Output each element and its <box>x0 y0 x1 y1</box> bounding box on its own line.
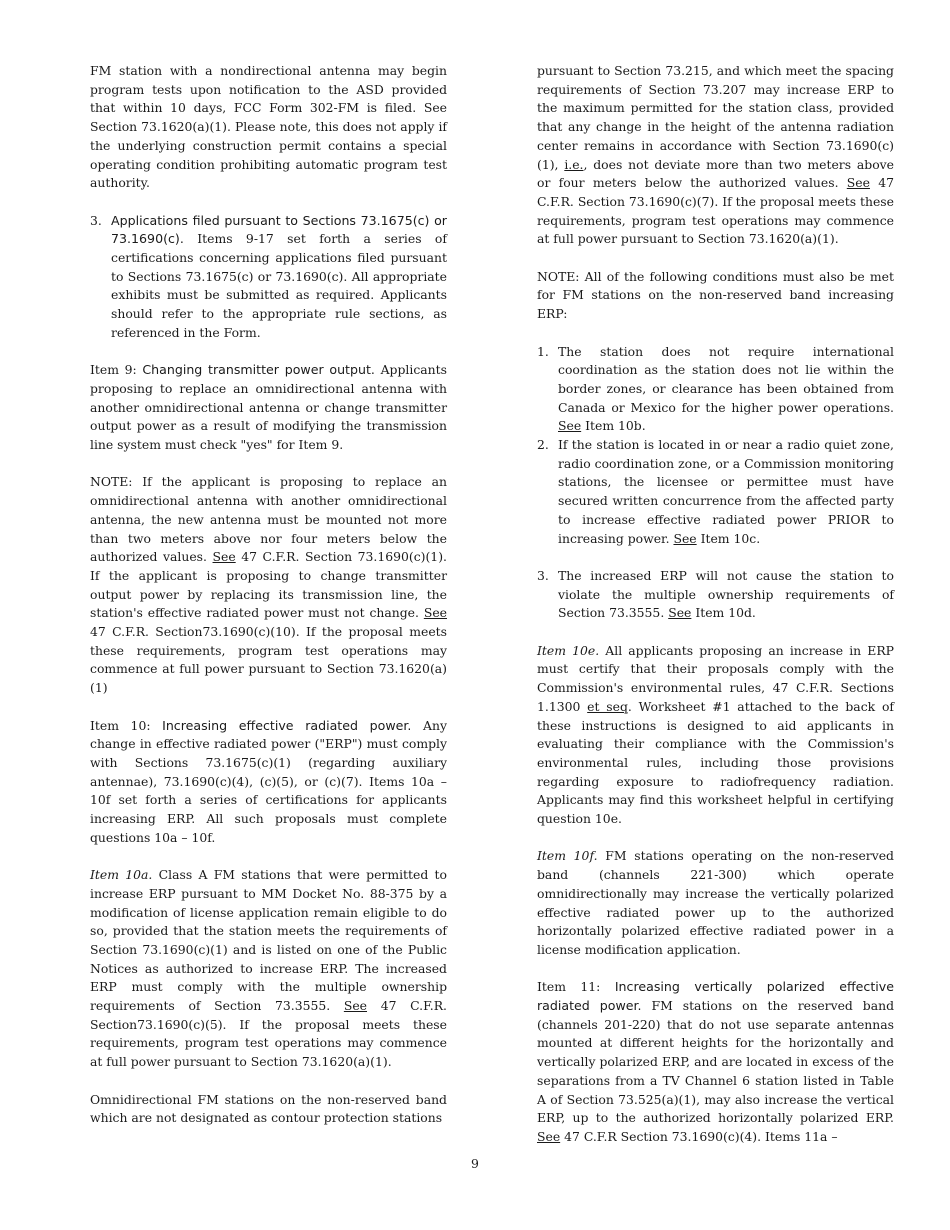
item10-label: Item 10: <box>90 717 151 733</box>
see-reference: See <box>846 175 870 191</box>
item9-label: Item 9: <box>90 362 137 378</box>
item11-heading: Increasing vertically polarized effective radiated power. <box>537 979 894 1014</box>
item-9 <box>90 361 447 455</box>
condition-ref: Item 10d. <box>695 605 756 621</box>
list-number: 3. <box>90 212 102 228</box>
note-text: NOTE: If the applicant is proposing to replace an omnidirectional antenna with another omnidirectional antenna, the new antenna must be mounted not more than two meters above nor four meters below the authorized values. <box>90 474 447 565</box>
see-reference: See <box>668 605 692 621</box>
list-number: 3. <box>537 567 549 583</box>
condition-1 <box>537 343 894 437</box>
item-10f <box>537 847 894 959</box>
see-reference: See <box>558 418 582 434</box>
item10-heading: Increasing effective radiated power. <box>162 717 412 733</box>
list-number: 1. <box>537 343 549 359</box>
item-11 <box>537 978 894 1146</box>
item-10e <box>537 642 894 829</box>
item10-text: Any change in effective radiated power ("ERP") must comply with Sections 73.1675(c)(1) (regarding auxiliary antennae), 73.1690(c)(4), (c)(5), or (c)(7). Items 10a – 10f set forth a series of certifications for applicants increasing ERP. All such proposals must complete questions 10a – 10f. <box>90 717 447 845</box>
item10f-label: Item 10f. <box>537 848 598 864</box>
list-number: 2. <box>537 437 549 453</box>
note-text: 47 C.F.R. Section73.1690(c)(10). If the proposal meets these requirements, program test operations may commence at full power pursuant to Section 73.1620(a)(1) <box>90 624 447 696</box>
see-reference: See <box>537 1128 561 1144</box>
paragraph-spacing <box>537 62 894 249</box>
note-antenna <box>90 473 447 697</box>
see-reference: See <box>212 549 236 565</box>
item3-heading: Applications filed pursuant to Sections 73.1675(c) or 73.1690(c). <box>111 212 447 247</box>
item11-label: Item 11: <box>537 979 601 995</box>
page-number: 9 <box>471 1156 479 1171</box>
see-reference: See <box>673 530 697 546</box>
condition-text: If the station is located in or near a radio quiet zone, radio coordination zone, or a Commission monitoring stations, the licensee or permittee must have secured written concurrence from the affected party to increase effective radiated power PRIOR to increasing power. <box>558 437 894 546</box>
condition-3 <box>537 567 894 623</box>
item9-text: Applicants proposing to replace an omnidirectional antenna with another omnidirectional antenna or change transmitter output power as a result of modifying the transmission line system must check "yes" for Item 9. <box>90 362 447 453</box>
item10e-text: . Worksheet #1 attached to the back of these instructions is designed to aid applicants in evaluating their compliance with the Commission's environmental rules, including those provisions regarding exposure to radiofrequency radiation. Applicants may find this worksheet helpful in certifying question 10e. <box>537 698 894 827</box>
condition-text: The station does not require international coordination as the station does not lie within the border zones, or clearance has been obtained from Canada or Mexico for the higher power operations. <box>558 343 894 415</box>
note-conditions: NOTE: All of the following conditions must also be met for FM stations on the non-reserved band increasing ERP: <box>537 268 894 322</box>
note-text: 47 C.F.R. Section 73.1690(c)(1). If the applicant is proposing to change transmitter output power by replacing its transmission line, the station's effective radiated power must not change. <box>90 549 447 621</box>
condition-text: The increased ERP will not cause the station to violate the multiple ownership requirements of Section 73.3555. <box>558 567 894 621</box>
paragraph-text: 47 C.F.R. Section 73.1690(c)(7). If the proposal meets these requirements, program test operations may commence at full power pursuant to Section 73.1620(a)(1). <box>537 175 894 247</box>
left-column <box>90 62 447 1128</box>
list-item-3 <box>90 212 447 343</box>
paragraph-omnidirectional: Omnidirectional FM stations on the non-reserved band which are not designated as contour protection stations <box>90 1091 447 1126</box>
condition-2 <box>537 436 894 548</box>
condition-ref: Item 10b. <box>585 418 646 434</box>
item10e-text: All applicants proposing an increase in ERP must certify that their proposals comply with the Commission's environmental rules, 47 C.F.R. Sections 1.1300 <box>537 642 894 714</box>
condition-ref: Item 10c. <box>700 530 761 546</box>
item10f-text: FM stations operating on the non-reserved band (channels 221-300) which operate omnidirectionally may increase the vertically polarized effective radiated power up to the authorized horizontally polarized effective radiated power in a license modification application. <box>537 848 894 957</box>
paragraph-text: pursuant to Section 73.215, and which meet the spacing requirements of Section 73.207 may increase ERP to the maximum permitted for the station class, provided that any change in the height of the antenna radiation center remains in accordance with Section 73.1690(c)(1), <box>537 63 894 172</box>
item10a-text: Class A FM stations that were permitted to increase ERP pursuant to MM Docket No. 88-375 by a modification of license application remain eligible to do so, provided that the station meets the requirements of Section 73.1690(c)(1) and is listed on one of the Public Notices as authorized to increase ERP. The increased ERP must comply with the multiple ownership requirements of Section 73.3555. <box>90 867 447 1014</box>
item10a-text: 47 C.F.R. Section73.1690(c)(5). If the proposal meets these requirements, program test operations may commence at full power pursuant to Section 73.1620(a)(1). <box>90 998 447 1070</box>
et-seq: et seq <box>587 698 628 714</box>
ie-abbrev: i.e. <box>564 156 584 172</box>
paragraph-program-tests: FM station with a nondirectional antenna may begin program tests upon notification to the ASD provided that within 10 days, FCC Form 302-FM is filed. See Section 73.1620(a)(1). Please note, this does not apply if the underlying construction permit contains a special operating condition prohibiting automatic program test authority. <box>90 63 447 191</box>
paragraph-text: , does not deviate more than two meters above or four meters below the authorized values. <box>537 156 894 191</box>
item9-heading: Changing transmitter power output. <box>142 362 375 378</box>
see-reference: See <box>423 605 447 621</box>
item11-text: 47 C.F.R Section 73.1690(c)(4). Items 11a – <box>564 1128 838 1144</box>
item-10a <box>90 866 447 1072</box>
item10a-label: Item 10a. <box>90 867 153 883</box>
right-column <box>537 62 894 1147</box>
item10e-label: Item 10e. <box>537 642 600 658</box>
item-10 <box>90 717 447 848</box>
item3-text: Items 9-17 set forth a series of certifications concerning applications filed pursuant to Sections 73.1675(c) or 73.1690(c). All appropriate exhibits must be submitted as required. Applicants should refer to the appropriate rule sections, as referenced in the Form. <box>111 231 447 340</box>
item11-text: FM stations on the reserved band (channels 201-220) that do not use separate antennas mounted at different heights for the horizontally and vertically polarized ERP, and are located in excess of the separations from a TV Channel 6 station listed in Table A of Section 73.525(a)(1), may also increase the vertical ERP, up to the authorized horizontally polarized ERP. <box>537 998 894 1126</box>
see-reference: See <box>343 998 368 1014</box>
